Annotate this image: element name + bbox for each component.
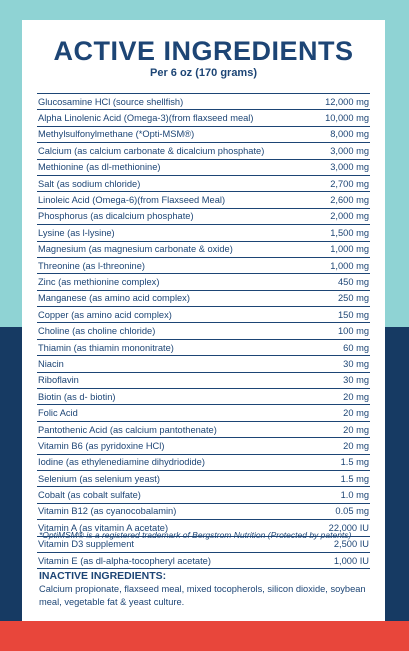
ingredient-amount: 2,500 IU: [333, 539, 369, 550]
table-row: [37, 323, 370, 339]
ingredient-amount: 30 mg: [343, 375, 369, 386]
table-row: [37, 291, 370, 307]
ingredient-name: Biotin (as d- biotin): [38, 391, 116, 402]
ingredient-amount: 20 mg: [343, 408, 369, 419]
ingredient-amount: 20 mg: [343, 391, 369, 402]
ingredient-amount: 1.5 mg: [340, 457, 369, 468]
ingredient-amount: 10,000 mg: [325, 113, 369, 124]
table-row: [37, 209, 370, 225]
table-row: [37, 307, 370, 323]
ingredient-name: Calcium (as calcium carbonate & dicalcium phosphate): [38, 145, 265, 156]
ingredient-amount: 0.05 mg: [335, 506, 369, 517]
ingredient-amount: 150 mg: [337, 309, 369, 320]
ingredient-amount: 60 mg: [343, 342, 369, 353]
inactive-ingredients-heading: INACTIVE INGREDIENTS:: [39, 570, 167, 582]
ingredient-amount: 12,000 mg: [325, 96, 369, 107]
table-row: [37, 160, 370, 176]
ingredient-name: Methionine (as dl-methionine): [38, 162, 161, 173]
ingredient-name: Cobalt (as cobalt sulfate): [38, 490, 141, 501]
ingredient-name: Magnesium (as magnesium carbonate & oxide): [38, 244, 233, 255]
page-title: ACTIVE INGREDIENTS: [53, 36, 354, 66]
inactive-ingredients-text: Calcium propionate, flaxseed meal, mixed tocopherols, silicon dioxide, soybean meal, vegetable fat & yeast culture.: [39, 584, 366, 607]
ingredient-name: Copper (as amino acid complex): [38, 309, 172, 320]
ingredient-amount: 100 mg: [337, 326, 369, 337]
table-row: [37, 405, 370, 421]
ingredient-name: Linoleic Acid (Omega-6)(from Flaxseed Meal): [38, 195, 226, 206]
table-row: [37, 176, 370, 192]
ingredient-name: Threonine (as l-threonine): [38, 260, 145, 271]
trademark-note: *OptiMSM® is a registered trademark of Bergstrom Nutrition (Protected by patents): [39, 530, 352, 540]
table-row: [37, 225, 370, 241]
table-row: [37, 487, 370, 503]
table-row: [37, 389, 370, 405]
ingredient-name: Vitamin E (as dl-alpha-tocopheryl acetate): [38, 555, 211, 566]
ingredient-amount: 250 mg: [337, 293, 369, 304]
ingredient-name: Manganese (as amino acid complex): [38, 293, 190, 304]
ingredient-name: Iodine (as ethylenediamine dihydriodide): [38, 457, 205, 468]
ingredient-name: Riboflavin: [38, 375, 79, 386]
table-row: [37, 143, 370, 159]
ingredient-name: Folic Acid: [38, 408, 78, 419]
ingredient-name: Glucosamine HCl (source shellfish): [38, 96, 184, 107]
table-row: [37, 438, 370, 454]
ingredients-card: [22, 20, 385, 621]
table-row: [37, 110, 370, 126]
ingredient-name: Pantothenic Acid (as calcium pantothenate): [38, 424, 217, 435]
ingredient-amount: 2,700 mg: [330, 178, 369, 189]
table-row: [37, 242, 370, 258]
ingredient-name: Lysine (as l-lysine): [38, 227, 115, 238]
ingredient-amount: 2,000 mg: [330, 211, 369, 222]
ingredient-amount: 450 mg: [337, 276, 369, 287]
ingredient-name: Thiamin (as thiamin mononitrate): [38, 342, 174, 353]
ingredient-name: Methylsulfonylmethane (*Opti-MSM®): [38, 129, 195, 140]
table-row: [37, 127, 370, 143]
serving-size-subtitle: Per 6 oz (170 grams): [150, 67, 257, 79]
ingredient-name: Niacin: [38, 358, 64, 369]
ingredient-amount: 3,000 mg: [330, 162, 369, 173]
background-red-strip: [0, 621, 409, 651]
table-row: [37, 340, 370, 356]
ingredient-name: Selenium (as selenium yeast): [38, 473, 160, 484]
table-row: [37, 553, 370, 569]
ingredient-amount: 2,600 mg: [330, 195, 369, 206]
ingredient-amount: 1,000 mg: [330, 260, 369, 271]
ingredient-name: Zinc (as methionine complex): [38, 276, 160, 287]
ingredient-name: Phosphorus (as dicalcium phosphate): [38, 211, 194, 222]
ingredient-amount: 30 mg: [343, 358, 369, 369]
ingredient-amount: 8,000 mg: [330, 129, 369, 140]
table-row: [37, 504, 370, 520]
table-row: [37, 274, 370, 290]
ingredient-amount: 1.0 mg: [340, 490, 369, 501]
ingredients-table: [37, 93, 370, 569]
ingredient-name: Salt (as sodium chloride): [38, 178, 141, 189]
ingredient-name: Vitamin B6 (as pyridoxine HCl): [38, 440, 165, 451]
ingredient-amount: 1,000 mg: [330, 244, 369, 255]
ingredient-amount: 1.5 mg: [340, 473, 369, 484]
table-row: [37, 455, 370, 471]
ingredient-name: Alpha Linolenic Acid (Omega-3)(from flaxseed meal): [38, 113, 254, 124]
table-row: [37, 94, 370, 110]
ingredient-name: Vitamin D3 supplement: [38, 539, 134, 550]
table-row: [37, 356, 370, 372]
ingredient-name: Choline (as choline chloride): [38, 326, 156, 337]
ingredient-amount: 1,500 mg: [330, 227, 369, 238]
ingredient-amount: 20 mg: [343, 424, 369, 435]
table-row: [37, 373, 370, 389]
ingredient-amount: 1,000 IU: [333, 555, 369, 566]
ingredient-amount: 20 mg: [343, 440, 369, 451]
ingredient-amount: 3,000 mg: [330, 145, 369, 156]
ingredient-name: Vitamin B12 (as cyanocobalamin): [38, 506, 177, 517]
table-row: [37, 422, 370, 438]
table-row: [37, 192, 370, 208]
table-row: [37, 471, 370, 487]
ingredient-amount: 22,000 IU: [328, 522, 369, 533]
ingredient-name: Vitamin A (as vitamin A acetate): [38, 522, 169, 533]
table-row: [37, 258, 370, 274]
